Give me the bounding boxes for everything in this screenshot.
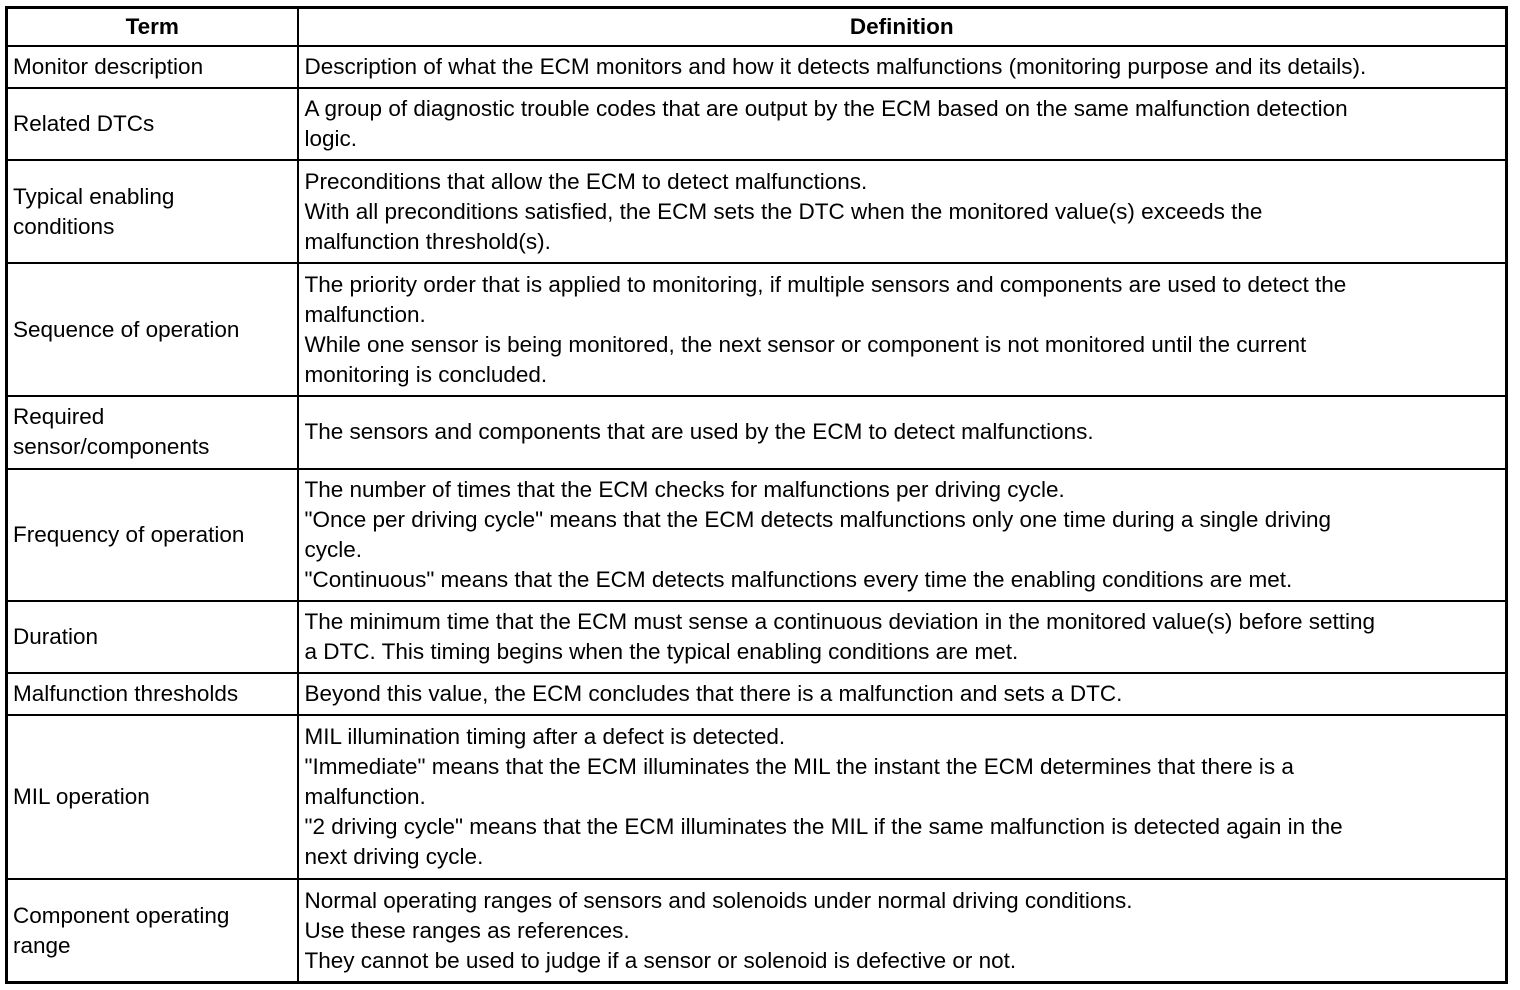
- definition-text-line: A group of diagnostic trouble codes that are output by the ECM based on the same malfunction detection: [304, 96, 1348, 122]
- definition-text-line: a DTC. This timing begins when the typical enabling conditions are met.: [304, 639, 1019, 665]
- term-text-line: MIL operation: [13, 784, 150, 810]
- term-text-line: Typical enabling: [13, 183, 175, 209]
- definition-cell: [298, 263, 1507, 396]
- table-row: [7, 263, 1507, 396]
- term-cell: [7, 396, 298, 468]
- table-row: [7, 396, 1507, 468]
- definition-cell: [298, 715, 1507, 879]
- definition-text-line: Description of what the ECM monitors and how it detects malfunctions (monitoring purpose and its details).: [304, 54, 1367, 80]
- term-text-line: Sequence of operation: [13, 316, 240, 342]
- term-cell: [7, 469, 298, 601]
- term-cell: [7, 673, 298, 715]
- definition-text-line: They cannot be used to judge if a sensor or solenoid is defective or not.: [304, 947, 1017, 973]
- definition-text-line: "Continuous" means that the ECM detects malfunctions every time the enabling conditions are met.: [304, 566, 1293, 592]
- term-text-line: Related DTCs: [13, 111, 155, 137]
- definition-text-line: With all preconditions satisfied, the ECM sets the DTC when the monitored value(s) exceeds the: [304, 198, 1263, 224]
- table-row: [7, 673, 1507, 715]
- definition-text-line: MIL illumination timing after a defect is detected.: [304, 724, 786, 750]
- definition-text-line: malfunction threshold(s).: [304, 228, 551, 254]
- definition-text-line: Preconditions that allow the ECM to detect malfunctions.: [304, 168, 868, 194]
- definition-text-line: Use these ranges as references.: [304, 917, 630, 943]
- table-row: [7, 601, 1507, 673]
- term-cell: [7, 88, 298, 160]
- term-text-line: sensor/components: [13, 434, 210, 460]
- table-row: [7, 469, 1507, 601]
- definition-text-line: next driving cycle.: [304, 844, 484, 870]
- definition-text-line: logic.: [304, 126, 358, 152]
- definition-cell: [298, 396, 1507, 468]
- table-row: [7, 879, 1507, 982]
- definition-text-line: The number of times that the ECM checks for malfunctions per driving cycle.: [304, 476, 1065, 502]
- term-cell: [7, 263, 298, 396]
- term-text-line: Frequency of operation: [13, 521, 245, 547]
- column-header-term: Term: [7, 8, 298, 47]
- definition-cell: [298, 88, 1507, 160]
- table-body: [7, 46, 1507, 983]
- term-cell: [7, 601, 298, 673]
- definition-text-line: The minimum time that the ECM must sense a continuous deviation in the monitored value(s) before setting: [304, 609, 1376, 635]
- terms-table: [5, 6, 1508, 984]
- definition-cell: [298, 46, 1507, 88]
- column-header-definition: Definition: [298, 8, 1507, 47]
- term-cell: [7, 46, 298, 88]
- term-text-line: Monitor description: [13, 54, 204, 80]
- definition-text-line: malfunction.: [304, 301, 426, 327]
- definition-cell: [298, 469, 1507, 601]
- definition-text-line: cycle.: [304, 536, 363, 562]
- table-row: [7, 715, 1507, 879]
- table-row: [7, 160, 1507, 262]
- term-text-line: Required: [13, 404, 105, 430]
- term-cell: [7, 160, 298, 262]
- definition-text-line: "Once per driving cycle" means that the ECM detects malfunctions only one time during a single driving: [304, 506, 1331, 532]
- definition-cell: [298, 673, 1507, 715]
- definition-text-line: While one sensor is being monitored, the next sensor or component is not monitored until the current: [304, 331, 1307, 357]
- definition-text-line: The priority order that is applied to monitoring, if multiple sensors and components are used to detect the: [304, 271, 1347, 297]
- definition-cell: [298, 601, 1507, 673]
- definition-text-line: Normal operating ranges of sensors and solenoids under normal driving conditions.: [304, 887, 1133, 913]
- term-text-line: conditions: [13, 213, 115, 239]
- term-text-line: Duration: [13, 624, 99, 650]
- definition-text-line: monitoring is concluded.: [304, 361, 548, 387]
- definition-cell: [298, 160, 1507, 262]
- definition-text-line: "Immediate" means that the ECM illuminates the MIL the instant the ECM determines that there is a: [304, 754, 1294, 780]
- term-text-line: Malfunction thresholds: [13, 681, 239, 707]
- definition-text-line: malfunction.: [304, 784, 426, 810]
- term-cell: [7, 879, 298, 982]
- definition-text-line: Beyond this value, the ECM concludes that there is a malfunction and sets a DTC.: [304, 681, 1123, 707]
- header-row: [7, 8, 1507, 47]
- definition-text-line: The sensors and components that are used by the ECM to detect malfunctions.: [304, 419, 1094, 445]
- table-row: [7, 46, 1507, 88]
- term-text-line: Component operating: [13, 902, 230, 928]
- term-cell: [7, 715, 298, 879]
- definition-cell: [298, 879, 1507, 982]
- definition-text-line: "2 driving cycle" means that the ECM illuminates the MIL if the same malfunction is detected again in the: [304, 814, 1343, 840]
- table-row: [7, 88, 1507, 160]
- term-text-line: range: [13, 932, 71, 958]
